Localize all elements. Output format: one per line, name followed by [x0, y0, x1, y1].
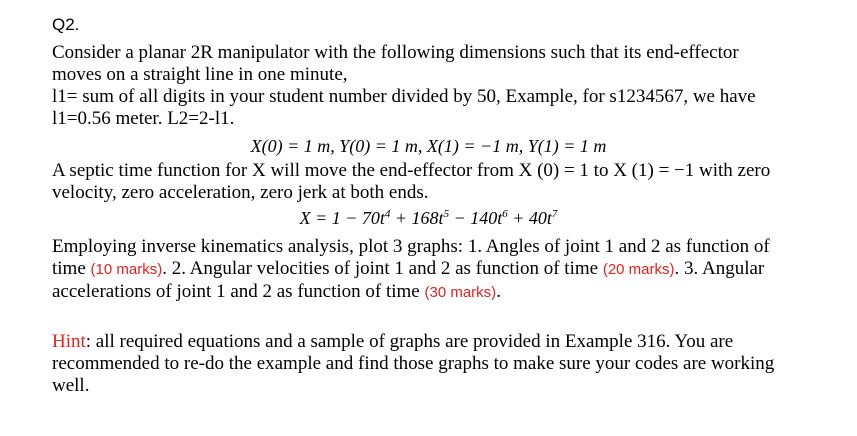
intro-line-2: moves on a straight line in one minute,: [52, 64, 348, 85]
task-line-2-text-c: . 3. Angular: [674, 258, 765, 279]
hint-line-1-text: : all required equations and a sample of graphs are provided in Example 316. You are: [85, 331, 734, 352]
equation-term-4: + 40t: [507, 208, 552, 228]
marks-angles: (10 marks): [90, 261, 163, 278]
intro-line-3: l1= sum of all digits in your student number divided by 50, Example, for s1234567, we have: [52, 86, 756, 107]
marks-accelerations: (30 marks): [424, 284, 497, 301]
equation-term-3: − 140t: [449, 208, 503, 228]
intro-line-4: l1=0.56 meter. L2=2-l1.: [52, 108, 235, 129]
hint-label: Hint: [52, 331, 86, 352]
task-line-3: [52, 281, 842, 304]
hint-paragraph: [52, 331, 842, 397]
task-line-1: Employing inverse kinematics analysis, plot 3 graphs: 1. Angles of joint 1 and 2 as function of: [52, 236, 770, 257]
task-line-2: [52, 258, 842, 281]
intro-line-1: Consider a planar 2R manipulator with the following dimensions such that its end-effector: [52, 42, 739, 63]
task-line-3-text-b: .: [496, 281, 501, 302]
equation-power-7: 7: [551, 208, 558, 220]
marks-velocities: (20 marks): [602, 261, 675, 278]
septic-equation: [0, 208, 857, 229]
task-paragraph: [52, 236, 842, 304]
hint-line-1: [52, 331, 842, 353]
septic-line-1: A septic time function for X will move the end-effector from X (0) = 1 to X (1) = −1 with zero: [52, 160, 771, 181]
equation-lhs: X = 1 − 70t: [299, 208, 385, 228]
task-line-2-text-b: . 2. Angular velocities of joint 1 and 2 as function of time: [162, 258, 603, 279]
equation-term-2: + 168t: [390, 208, 444, 228]
task-line-3-text-a: accelerations of joint 1 and 2 as function of time: [52, 281, 425, 302]
septic-line-2: velocity, zero acceleration, zero jerk at both ends.: [52, 182, 429, 203]
boundary-conditions: X(0) = 1 m, Y(0) = 1 m, X(1) = −1 m, Y(1) = 1 m: [250, 136, 607, 156]
hint-line-2: recommended to re-do the example and find those graphs to make sure your codes are working: [52, 353, 775, 374]
question-number: Q2.: [52, 15, 80, 34]
intro-paragraph: [52, 42, 842, 130]
septic-paragraph: [52, 160, 842, 204]
equation-power-6: 6: [502, 208, 508, 220]
hint-line-3: well.: [52, 375, 90, 396]
equation-power-5: 5: [443, 208, 450, 220]
task-line-2-text-a: time: [52, 258, 91, 279]
equation-power-4: 4: [384, 208, 391, 220]
